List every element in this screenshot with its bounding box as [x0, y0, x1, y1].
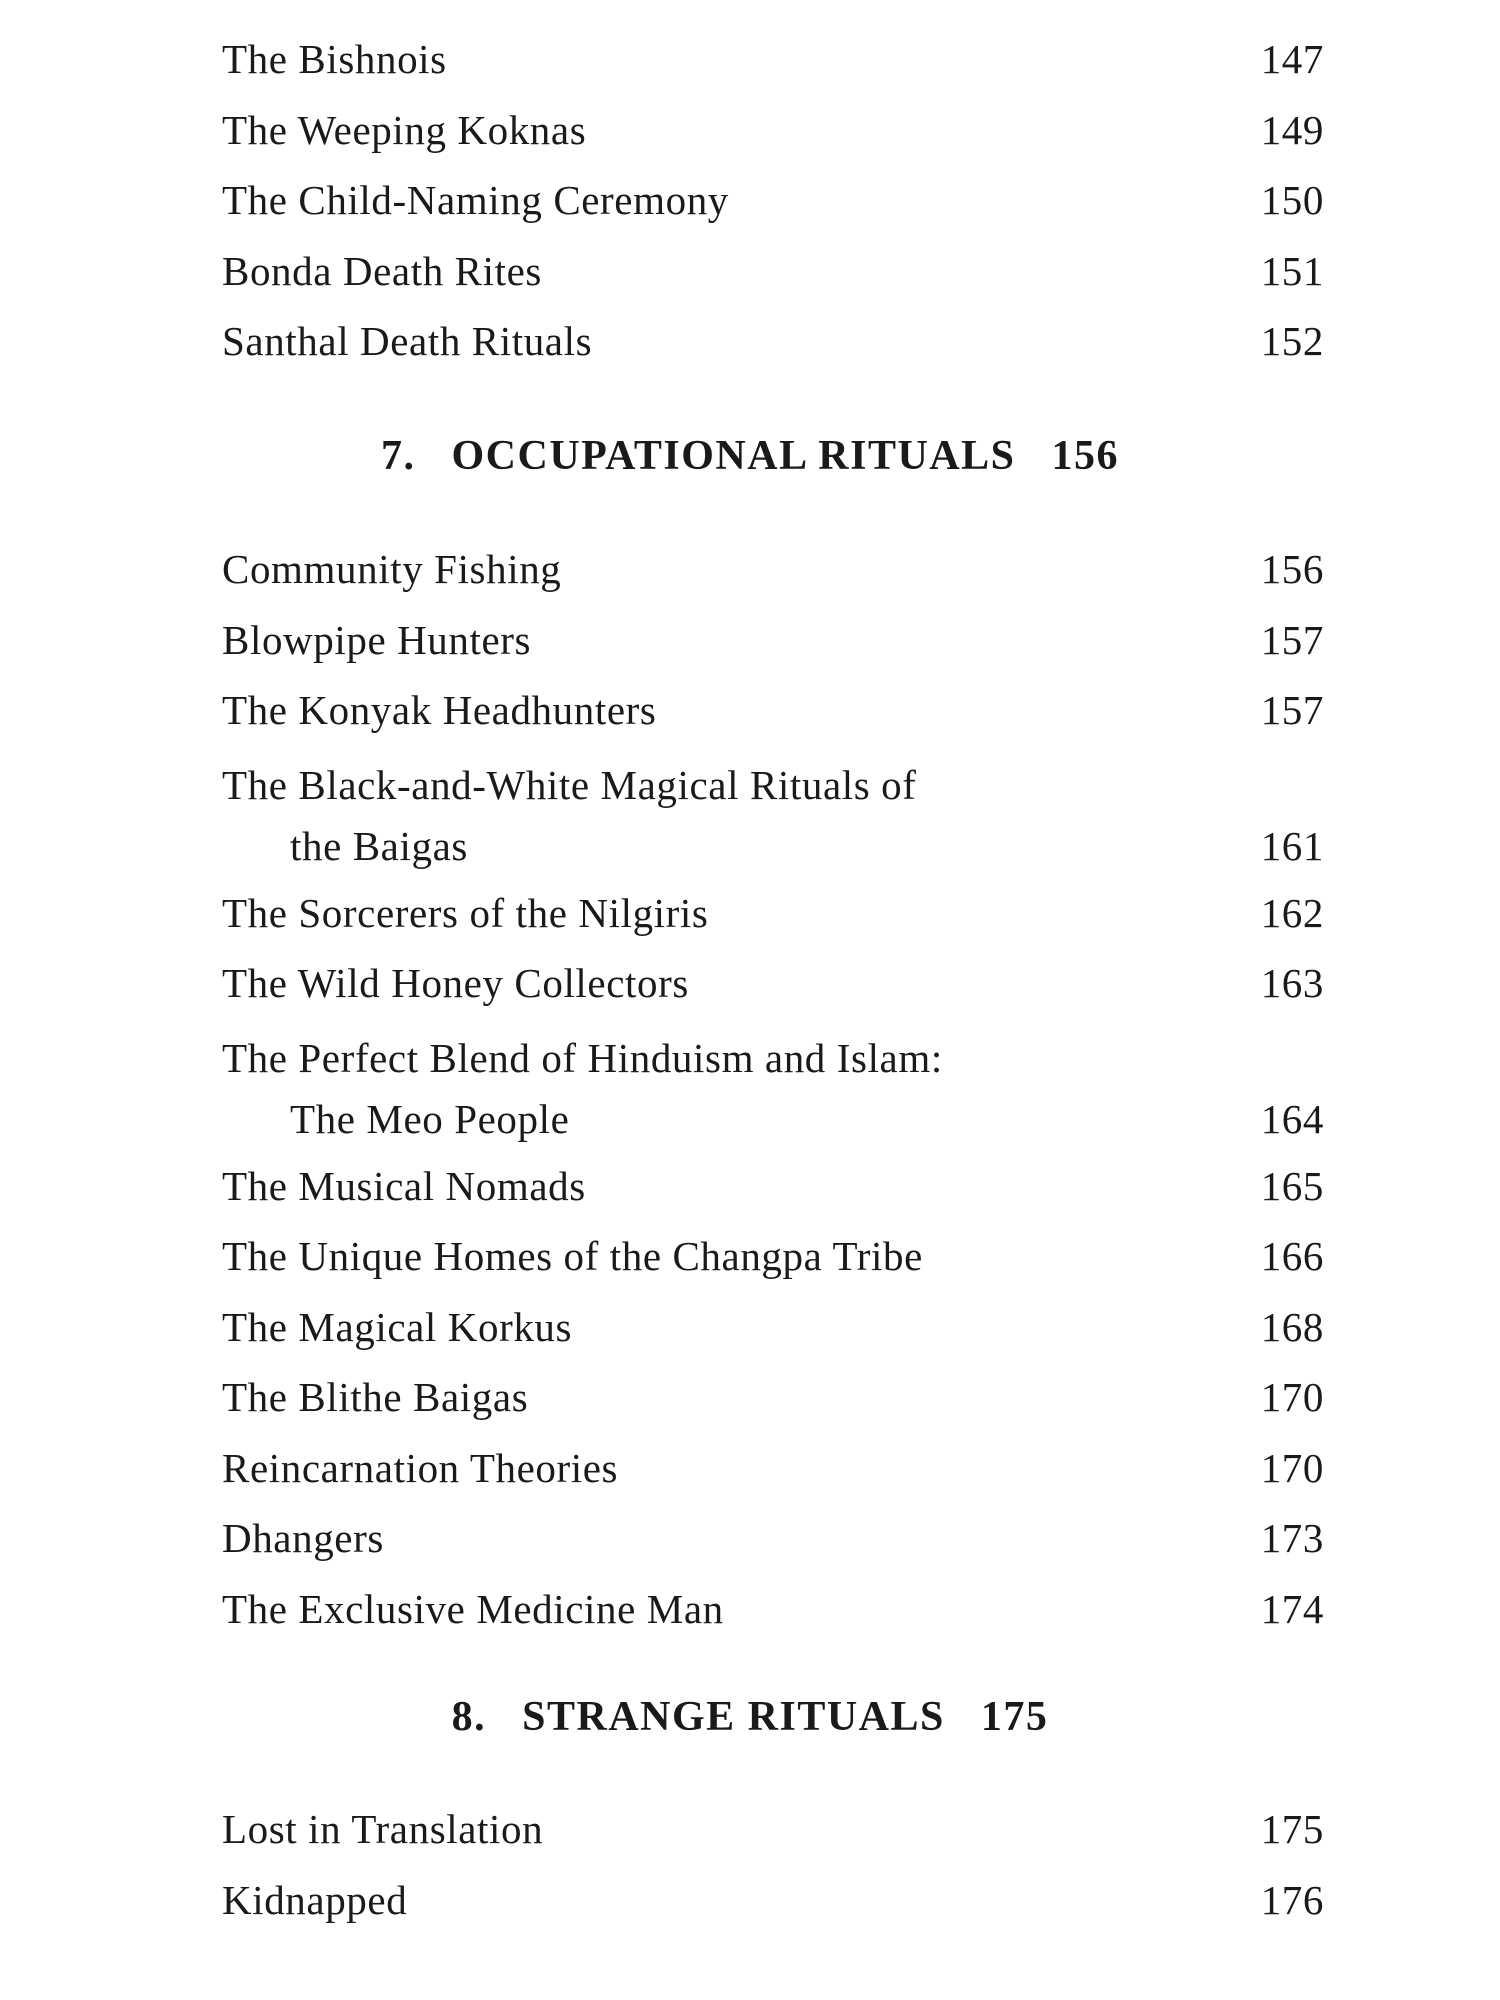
- toc-entry-title: Reincarnation Theories: [222, 1444, 619, 1491]
- toc-entry-title: The Magical Korkus: [222, 1303, 573, 1350]
- toc-entry-title: The Unique Homes of the Changpa Tribe: [222, 1233, 923, 1279]
- toc-entry[interactable]: [222, 1221, 1324, 1292]
- toc-entry-page: 170: [1260, 1374, 1324, 1420]
- toc-entry-title: Santhal Death Rituals: [222, 318, 593, 364]
- toc-entry-page: 162: [1260, 889, 1324, 936]
- toc-entry-page: 175: [1260, 1806, 1324, 1852]
- toc-entry-page: 164: [1260, 1095, 1324, 1142]
- toc-entry-title: The Weeping Koknas: [222, 106, 587, 153]
- chapter-title: STRANGE RITUALS: [522, 1694, 945, 1740]
- toc-entry-title: Lost in Translation: [222, 1806, 544, 1852]
- toc-entry-title-line1: The Black-and-White Magical Rituals of: [222, 761, 917, 808]
- chapter-number: 8.: [451, 1694, 487, 1740]
- chapter-page: 175: [980, 1694, 1049, 1740]
- toc-entry-title: Kidnapped: [222, 1876, 408, 1923]
- toc-entry-page: 170: [1260, 1444, 1324, 1491]
- toc-entry[interactable]: [222, 24, 1324, 95]
- toc-entry-page: 166: [1260, 1233, 1324, 1279]
- toc-entry[interactable]: [222, 95, 1324, 166]
- toc-entry-title: [222, 1028, 943, 1150]
- toc-entry-page: 151: [1260, 247, 1324, 294]
- toc-entry-page: 147: [1260, 36, 1324, 82]
- toc-entry-title: The Exclusive Medicine Man: [222, 1585, 724, 1632]
- toc-entry[interactable]: [222, 1362, 1324, 1433]
- toc-entry-page: 157: [1260, 616, 1324, 663]
- toc-entry-title-line2: The Meo People: [290, 1095, 570, 1142]
- toc-entry-page: 161: [1260, 822, 1324, 869]
- toc-entry-title: The Sorcerers of the Nilgiris: [222, 889, 709, 936]
- toc-entry-title-line1: The Perfect Blend of Hinduism and Islam:: [222, 1034, 943, 1081]
- toc-entry-page: 152: [1260, 318, 1324, 364]
- toc-entry[interactable]: [222, 1794, 1324, 1865]
- toc-entry[interactable]: [222, 1019, 1324, 1151]
- toc-entry-page: 176: [1260, 1876, 1324, 1923]
- toc-entry[interactable]: [222, 746, 1324, 878]
- chapter-heading-7[interactable]: [0, 432, 1500, 480]
- toc-entry-page: 157: [1260, 687, 1324, 733]
- toc-entry-page: 174: [1260, 1585, 1324, 1632]
- toc-entry-title: Community Fishing: [222, 546, 562, 592]
- toc-entry[interactable]: [222, 675, 1324, 746]
- chapter-title: OCCUPATIONAL RITUALS: [451, 433, 1016, 479]
- toc-entry-page: 165: [1260, 1162, 1324, 1209]
- toc-entry[interactable]: [222, 948, 1324, 1019]
- chapter-heading-8[interactable]: [0, 1693, 1500, 1741]
- toc-entry-title: [222, 755, 917, 877]
- toc-entry-page: 173: [1260, 1515, 1324, 1561]
- toc-entry-page: 168: [1260, 1303, 1324, 1350]
- toc-entry-title: Dhangers: [222, 1515, 384, 1561]
- toc-entry[interactable]: [222, 534, 1324, 605]
- chapter-number: 7.: [380, 433, 416, 479]
- toc-entry-title: Bonda Death Rites: [222, 247, 542, 294]
- toc-entry-title: The Blithe Baigas: [222, 1374, 529, 1420]
- toc-entry[interactable]: [222, 605, 1324, 676]
- chapter-page: 156: [1051, 433, 1120, 479]
- toc-section-continued: [222, 24, 1324, 377]
- toc-entry-title: The Wild Honey Collectors: [222, 960, 689, 1006]
- toc-entry[interactable]: [222, 1503, 1324, 1574]
- toc-entry[interactable]: [222, 1574, 1324, 1645]
- toc-entry-page: 150: [1260, 177, 1324, 223]
- toc-entry[interactable]: [222, 878, 1324, 949]
- toc-entry[interactable]: [222, 165, 1324, 236]
- toc-entry-page: 156: [1260, 546, 1324, 592]
- toc-entry-title: Blowpipe Hunters: [222, 616, 532, 663]
- toc-entry-title: The Bishnois: [222, 36, 447, 82]
- toc-entry[interactable]: [222, 306, 1324, 377]
- toc-entry[interactable]: [222, 1292, 1324, 1363]
- toc-entry[interactable]: [222, 1151, 1324, 1222]
- toc-entry-page: 149: [1260, 106, 1324, 153]
- toc-entry-page: 163: [1260, 960, 1324, 1006]
- toc-entry[interactable]: [222, 1433, 1324, 1504]
- toc-entry[interactable]: [222, 1865, 1324, 1936]
- toc-entry[interactable]: [222, 236, 1324, 307]
- toc-entry-title: The Musical Nomads: [222, 1162, 586, 1209]
- toc-entry-title: The Child-Naming Ceremony: [222, 177, 729, 223]
- toc-entry-title-line2: the Baigas: [290, 822, 468, 869]
- toc-section-chapter-7: [222, 534, 1324, 1644]
- toc-entry-title: The Konyak Headhunters: [222, 687, 657, 733]
- toc-section-chapter-8: [222, 1794, 1324, 1935]
